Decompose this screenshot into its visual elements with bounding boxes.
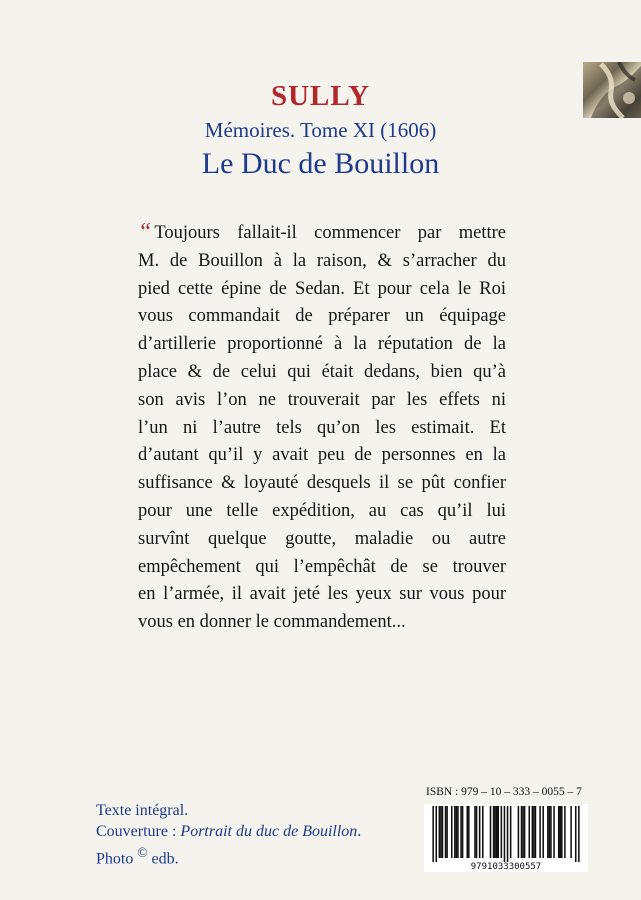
barcode-bar — [524, 806, 526, 858]
barcode-bar — [496, 806, 498, 858]
cover-credits — [96, 800, 361, 869]
book-title: Le Duc de Bouillon — [201, 147, 440, 180]
barcode-bar — [445, 806, 447, 858]
barcode-bar — [507, 806, 509, 862]
barcode-bar — [553, 806, 555, 858]
opening-quote-mark: “ — [138, 219, 152, 245]
isbn-label: ISBN : 979 – 10 – 333 – 0055 – 7 — [426, 786, 582, 798]
quote-line: son avis l’on ne trouverait par les effets ni — [138, 389, 506, 410]
barcode-bar — [559, 806, 561, 858]
barcode-bar — [490, 806, 492, 858]
barcode-bar — [468, 806, 470, 858]
quote-line: empêchement qui l’empêchât de se trouver — [138, 556, 506, 577]
barcode-bar — [497, 806, 499, 858]
barcode-bar — [479, 806, 481, 858]
quote-line: en l’armée, il avait jeté les yeux sur vous pour — [138, 584, 506, 605]
quote-line: suffisance & loyauté desquels il se pût confier — [138, 473, 506, 494]
barcode-bar — [439, 806, 441, 858]
copyright-symbol: © — [137, 845, 148, 860]
barcode-bar — [575, 806, 577, 862]
quote-line: pied cette épine de Sedan. Et pour cela le Roi — [138, 278, 506, 299]
barcode-bar — [550, 806, 552, 858]
barcode-bar — [493, 806, 495, 858]
barcode-bar — [578, 806, 580, 862]
barcode-bar — [510, 806, 512, 858]
credit-cover-illustration: Couverture : Portrait du duc de Bouillon. — [96, 823, 362, 840]
barcode-bar — [476, 806, 478, 858]
barcode-bar — [474, 806, 476, 858]
barcode-bar — [451, 806, 453, 858]
barcode-bar — [570, 806, 572, 858]
barcode-bar — [558, 806, 560, 858]
barcode-bar — [504, 806, 506, 862]
credit-full-text: Texte intégral. — [96, 802, 189, 819]
cover-header — [0, 78, 641, 182]
barcode-bar — [542, 806, 544, 858]
quote-line: M. de Bouillon à la raison, & s’arracher du — [138, 250, 506, 271]
barcode-bar — [432, 806, 434, 862]
credit-photo: Photo © edb. — [96, 845, 179, 868]
barcode-bar — [462, 806, 464, 858]
author-name: SULLY — [270, 80, 371, 112]
barcode-bar — [446, 806, 448, 858]
barcode-bar — [457, 806, 459, 858]
barcode-bar — [454, 806, 456, 858]
quote-line: d’autant qu’il y avait peu de personnes en la — [138, 445, 506, 466]
quote-line: vous en donner le commandement... — [138, 612, 406, 633]
isbn-barcode — [424, 804, 588, 872]
quote-line: survînt quelque goutte, maladie ou autre — [138, 528, 506, 549]
barcode-bar — [435, 806, 437, 862]
barcode-bar — [522, 806, 524, 858]
quote-line: vous commandait de préparer un équipage — [138, 306, 506, 327]
barcode-bar — [501, 806, 503, 858]
barcode-bar — [482, 806, 484, 858]
barcode-bar — [466, 806, 468, 858]
barcode-bar — [549, 806, 551, 858]
barcode-bar — [442, 806, 444, 858]
barcode-bar — [460, 806, 462, 858]
barcode-bar — [533, 806, 535, 858]
book-subtitle: Mémoires. Tome XI (1606) — [204, 118, 437, 142]
blurb-quote — [138, 218, 506, 637]
barcode-graphic — [424, 804, 588, 872]
quote-line: d’artillerie proportionné à la réputation de la — [138, 334, 506, 355]
quote-line: place & de celui qui était dedans, bien qu’à — [138, 361, 506, 382]
barcode-bar — [561, 806, 563, 858]
barcode-bars — [432, 806, 579, 862]
barcode-bar — [494, 806, 496, 858]
barcode-bar — [528, 806, 530, 858]
barcode-bar — [547, 806, 549, 858]
barcode-bar — [539, 806, 541, 858]
barcode-digits: 9791033300557 — [470, 862, 542, 872]
barcode-bar — [456, 806, 458, 858]
barcode-bar — [440, 806, 442, 858]
quote-line: “ Toujours fallait-il commencer par mettre — [138, 219, 506, 245]
barcode-bar — [564, 806, 566, 858]
quote-line: l’un ni l’autre tels qu’on les estimait. Et — [138, 417, 506, 438]
quote-line: pour une telle expédition, au cas qu’il lui — [138, 500, 506, 521]
barcode-bar — [535, 806, 537, 858]
barcode-bar — [521, 806, 523, 858]
barcode-bar — [518, 806, 520, 858]
barcode-bar — [532, 806, 534, 858]
